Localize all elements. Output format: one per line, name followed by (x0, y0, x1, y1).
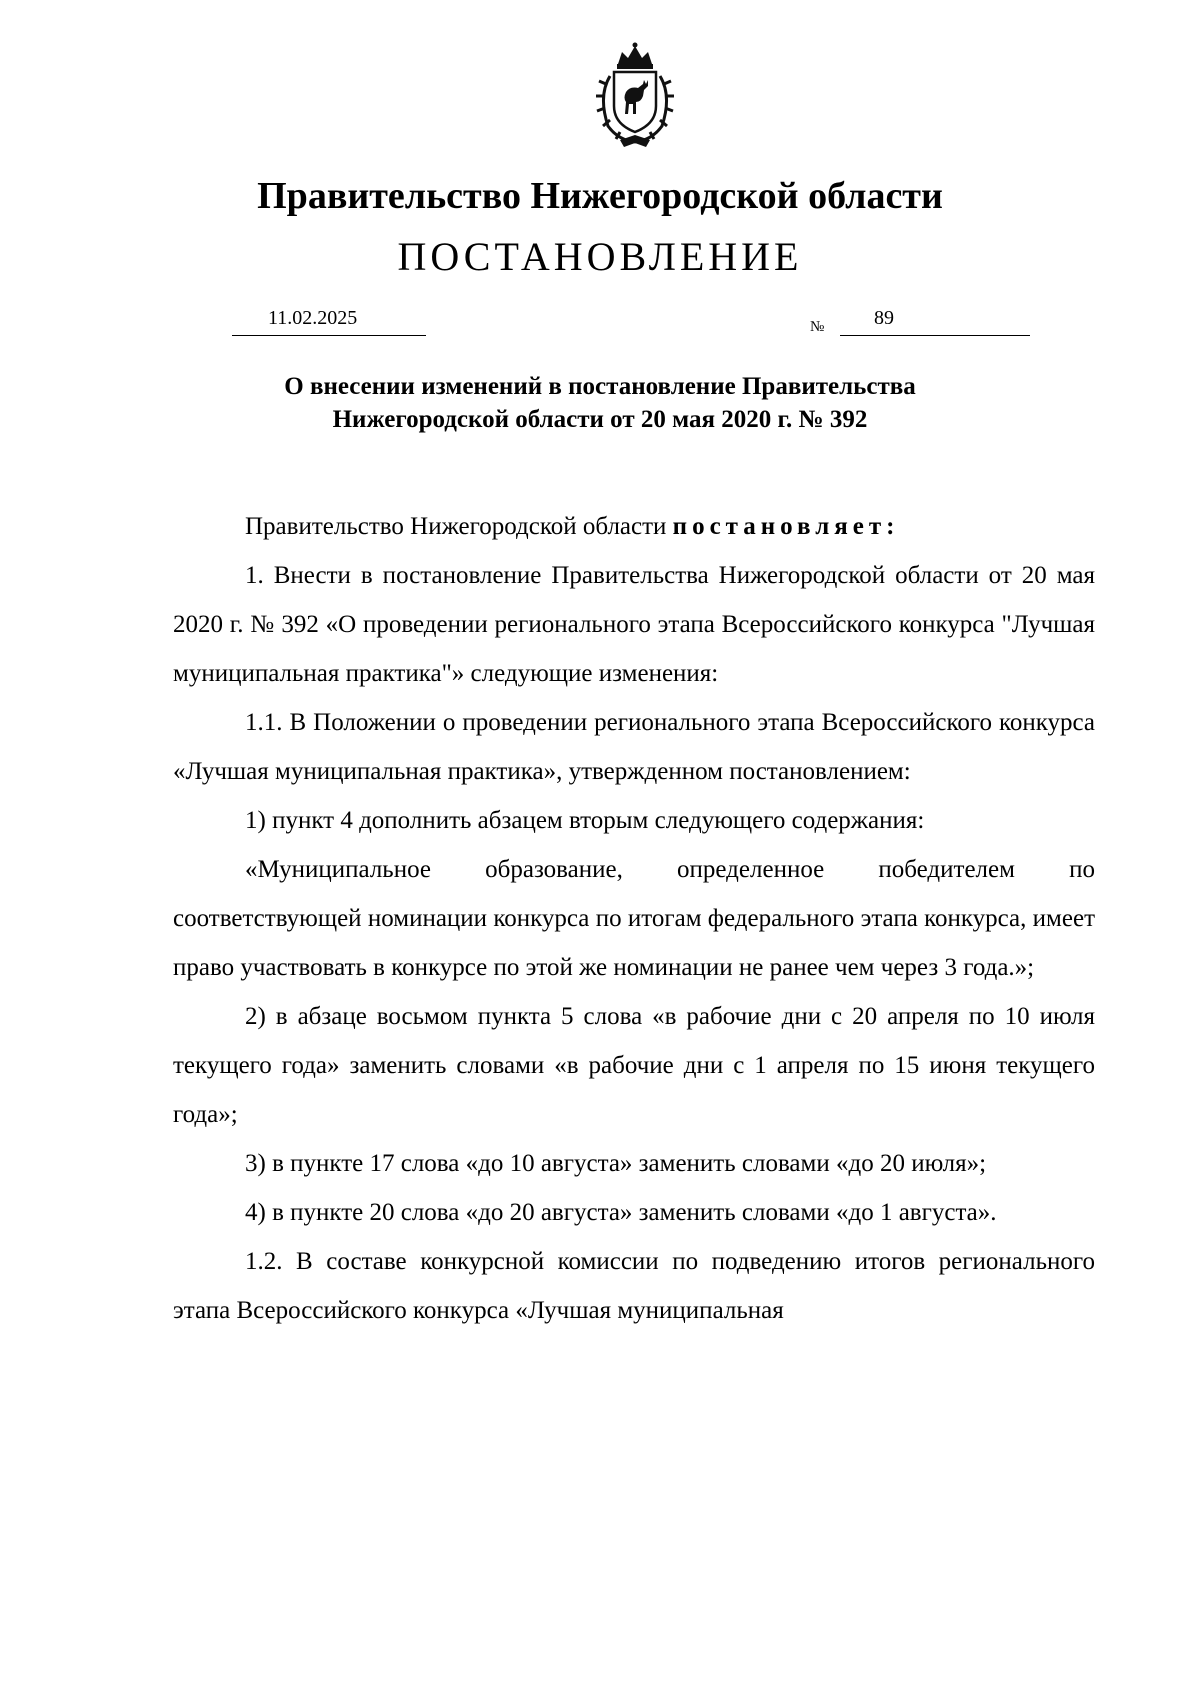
decides-word: постановляет: (672, 513, 900, 540)
decree-number: 89 (840, 306, 1030, 336)
paragraph-1-2: 1.2. В составе конкурсной комиссии по подведению итогов регионального этапа Всероссийского конкурса «Лучшая муниципальная (173, 1248, 1095, 1324)
government-title: Правительство Нижегородской области (257, 175, 943, 217)
decree-date: 11.02.2025 (232, 306, 426, 336)
preamble-text: Правительство Нижегородской области (245, 513, 673, 540)
paragraph-item-1: 1) пункт 4 дополнить абзацем вторым следующего содержания: (245, 807, 925, 834)
paragraph-item-3: 3) в пункте 17 слова «до 10 августа» заменить словами «до 20 июля»; (245, 1150, 987, 1177)
paragraph-item-2: 2) в абзаце восьмом пункта 5 слова «в рабочие дни с 20 апреля по 10 июля текущего года» заменить словами «в рабочие дни с 1 апреля по 15 июня текущего года»; (173, 1003, 1095, 1128)
paragraph-quote: «Муниципальное образование, определенное победителем по соответствующей номинации конкурса по итогам федерального этапа конкурса, имеет право участвовать в конкурсе по этой же номинации не ранее чем через 3 года.»; (173, 856, 1095, 981)
subject-line-1: О внесении изменений в постановление Правительства (284, 373, 916, 400)
paragraph-item-4: 4) в пункте 20 слова «до 20 августа» заменить словами «до 1 августа». (245, 1199, 997, 1226)
paragraph-1-1: 1.1. В Положении о проведении регионального этапа Всероссийского конкурса «Лучшая муниципальная практика», утвержденном постановлением: (173, 709, 1095, 785)
decree-body (173, 502, 1095, 1335)
number-sign: № (810, 319, 825, 335)
nizhny-novgorod-coat-of-arms-icon (580, 40, 690, 150)
paragraph-1: 1. Внести в постановление Правительства Нижегородской области от 20 мая 2020 г. № 392 «О проведении регионального этапа Всероссийского конкурса "Лучшая муниципальная практика"» следующие изменения: (173, 562, 1095, 687)
preamble-paragraph (173, 502, 1095, 551)
document-type: ПОСТАНОВЛЕНИЕ (397, 234, 803, 279)
decree-subject (0, 370, 1200, 436)
subject-line-2: Нижегородской области от 20 мая 2020 г. № 392 (332, 406, 868, 433)
